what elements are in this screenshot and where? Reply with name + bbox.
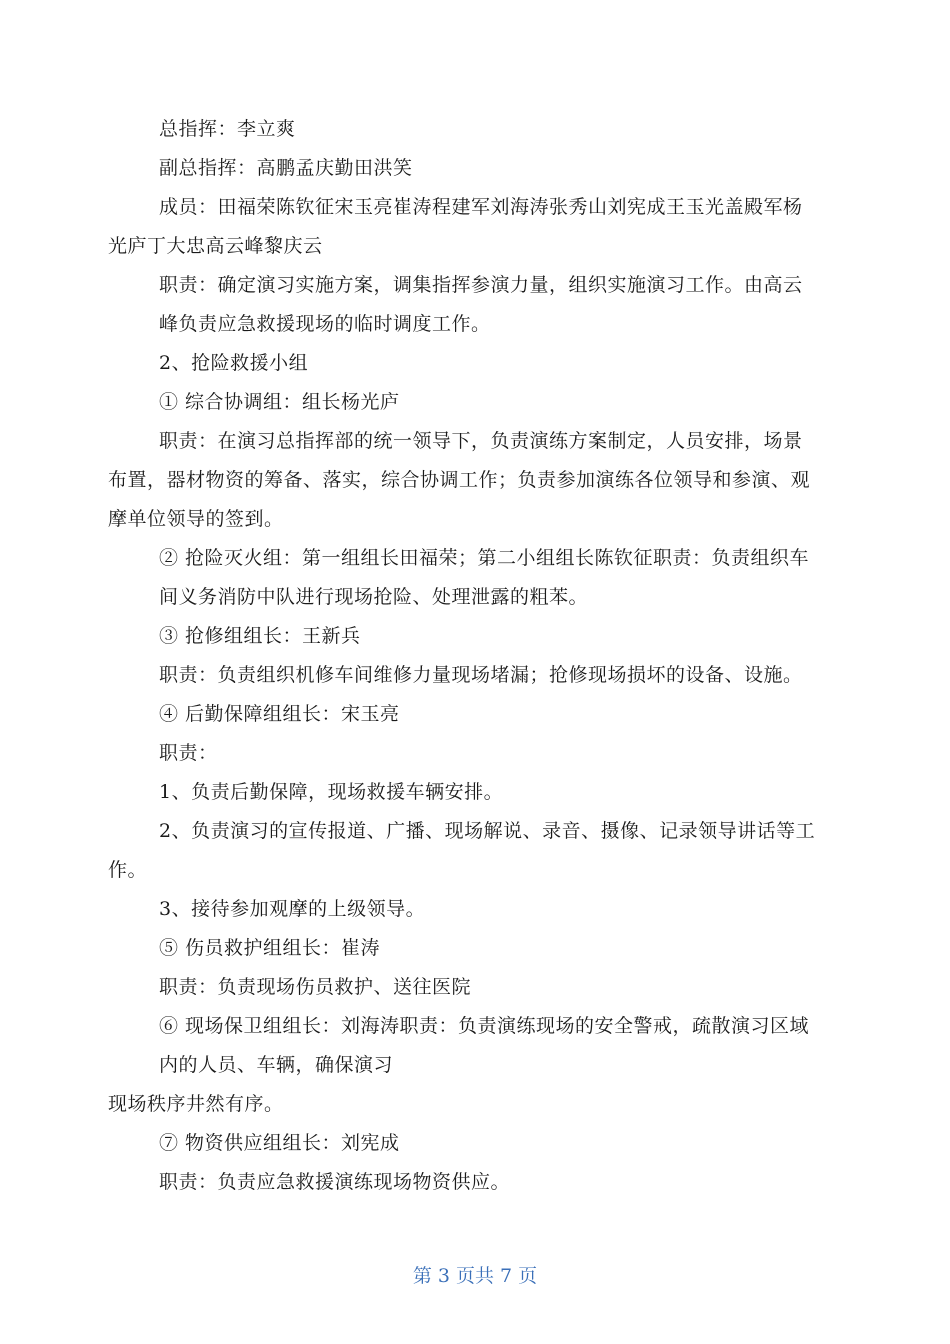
group-security-cont: 内的人员、车辆，确保演习 bbox=[159, 1054, 394, 1076]
logistics-duty-2: 2、负责演习的宣传报道、广播、现场解说、录音、摄像、记录领导讲话等工 bbox=[159, 820, 816, 842]
section-heading: 2、抢险救援小组 bbox=[159, 352, 309, 374]
group-firefighting: ② 抢险灭火组：第一组组长田福荣；第二小组组长陈钦征职责：负责组织车 bbox=[159, 547, 810, 569]
group-supply-duty: 职责：负责应急救援演练现场物资供应。 bbox=[159, 1171, 511, 1193]
logistics-duty-2-cont: 作。 bbox=[108, 859, 148, 881]
group-coordination-duty-cont: 布置，器材物资的筹备、落实，综合协调工作；负责参加演练各位领导和参演、观 bbox=[108, 469, 811, 491]
group-logistics-duty-label: 职责： bbox=[159, 742, 218, 764]
group-coordination-duty-cont2: 摩单位领导的签到。 bbox=[108, 508, 284, 530]
group-security: ⑥ 现场保卫组组长：刘海涛职责：负责演练现场的安全警戒，疏散演习区域 bbox=[159, 1015, 810, 1037]
group-firefighting-cont: 间义务消防中队进行现场抢险、处理泄露的粗苯。 bbox=[159, 586, 589, 608]
group-medical: ⑤ 伤员救护组组长：崔涛 bbox=[159, 937, 381, 959]
logistics-duty-3: 3、接待参加观摩的上级领导。 bbox=[159, 898, 426, 920]
page-number-footer: 第 3 页共 7 页 bbox=[412, 1265, 538, 1287]
group-repair-duty: 职责：负责组织机修车间维修力量现场堵漏；抢修现场损坏的设备、设施。 bbox=[159, 664, 803, 686]
group-logistics: ④ 后勤保障组组长：宋玉亮 bbox=[159, 703, 400, 725]
deputy-commander-line: 副总指挥：高鹏孟庆勤田洪笑 bbox=[159, 157, 413, 179]
group-coordination: ① 综合协调组：组长杨光庐 bbox=[159, 391, 400, 413]
duty-line-cont: 峰负责应急救援现场的临时调度工作。 bbox=[159, 313, 491, 335]
group-supply: ⑦ 物资供应组组长：刘宪成 bbox=[159, 1132, 400, 1154]
commander-line: 总指挥：李立爽 bbox=[159, 118, 296, 140]
group-medical-duty: 职责：负责现场伤员救护、送往医院 bbox=[159, 976, 472, 998]
logistics-duty-1: 1、负责后勤保障，现场救援车辆安排。 bbox=[159, 781, 504, 803]
duty-line: 职责：确定演习实施方案，调集指挥参演力量，组织实施演习工作。由高云 bbox=[159, 274, 803, 296]
members-line-cont: 光庐丁大忠高云峰黎庆云 bbox=[108, 235, 323, 257]
members-line: 成员：田福荣陈钦征宋玉亮崔涛程建军刘海涛张秀山刘宪成王玉光盖殿军杨 bbox=[159, 196, 803, 218]
group-coordination-duty: 职责：在演习总指挥部的统一领导下，负责演练方案制定，人员安排，场景 bbox=[159, 430, 803, 452]
group-security-cont2: 现场秩序井然有序。 bbox=[108, 1093, 284, 1115]
group-repair: ③ 抢修组组长：王新兵 bbox=[159, 625, 361, 647]
